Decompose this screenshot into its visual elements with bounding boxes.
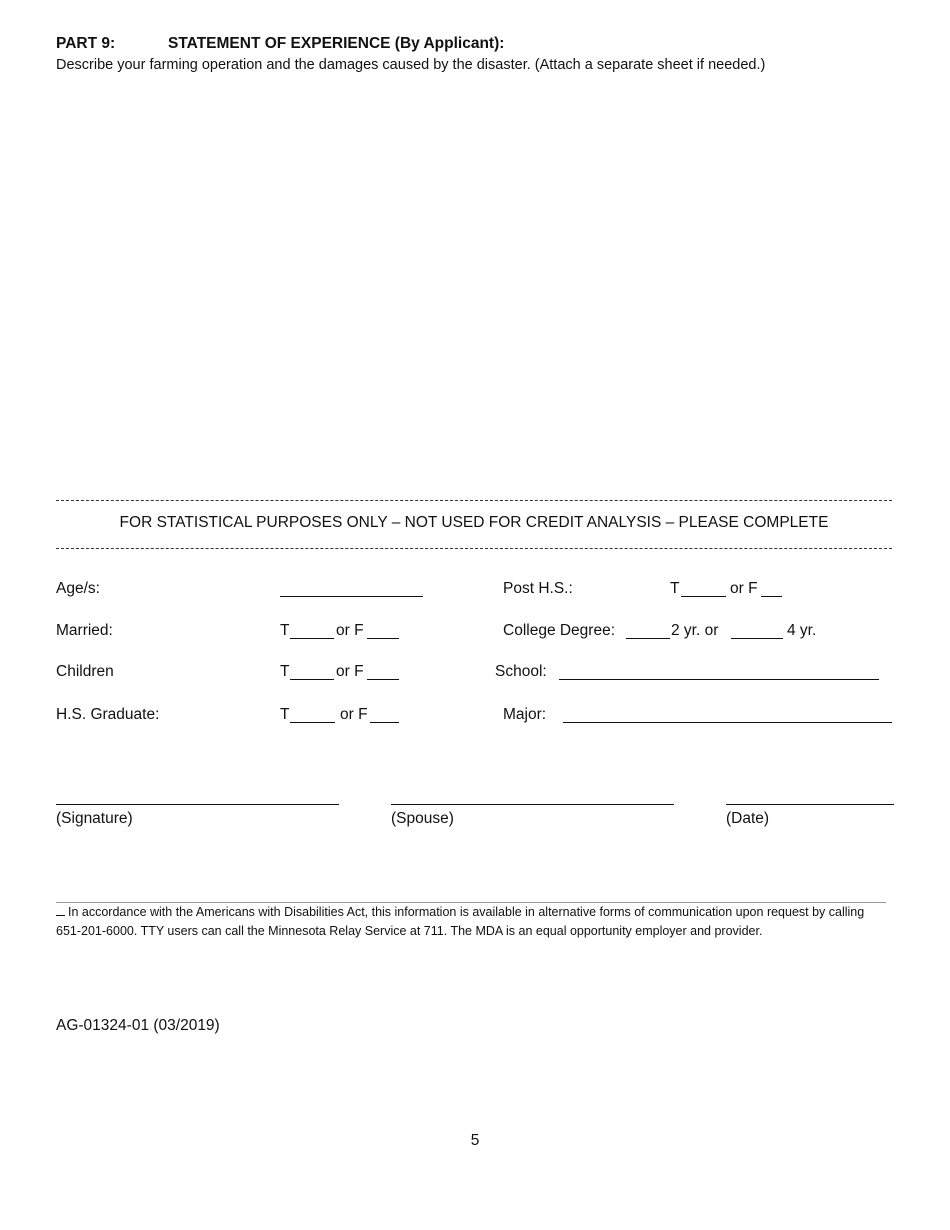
ada-notice	[56, 903, 892, 941]
date-label: (Date)	[726, 810, 770, 827]
signature-label: (Signature)	[56, 810, 133, 827]
hs-graduate-t-label: T	[280, 706, 290, 723]
married-false-field[interactable]	[367, 624, 399, 639]
children-f-label: or F	[336, 663, 364, 680]
two-year-field[interactable]	[626, 624, 670, 639]
children-false-field[interactable]	[367, 665, 399, 680]
ada-underscore	[56, 905, 65, 916]
children-t-label: T	[280, 663, 290, 680]
statement-writing-area[interactable]	[56, 82, 892, 492]
post-hs-false-field[interactable]	[761, 582, 782, 597]
school-field[interactable]	[559, 665, 879, 680]
part-heading	[56, 35, 504, 53]
page-number: 5	[470, 1132, 480, 1149]
four-year-field[interactable]	[731, 624, 783, 639]
post-hs-t-label: T	[670, 580, 680, 597]
post-hs-label: Post H.S.:	[503, 580, 573, 597]
form-number: AG-01324-01 (03/2019)	[56, 1017, 220, 1034]
hs-graduate-label: H.S. Graduate:	[56, 706, 160, 723]
school-label: School:	[495, 663, 547, 680]
married-label: Married:	[56, 622, 113, 639]
spouse-label: (Spouse)	[391, 810, 454, 827]
college-degree-label: College Degree:	[503, 622, 616, 639]
age-field[interactable]	[280, 582, 423, 597]
post-hs-true-field[interactable]	[681, 582, 726, 597]
post-hs-f-label: or F	[730, 580, 758, 597]
married-true-field[interactable]	[290, 624, 334, 639]
hs-graduate-false-field[interactable]	[370, 708, 399, 723]
married-f-label: or F	[336, 622, 364, 639]
divider-top	[56, 500, 892, 501]
part-description: Describe your farming operation and the damages caused by the disaster. (Attach a separate sheet if needed.)	[56, 57, 766, 73]
part-title: STATEMENT OF EXPERIENCE (By Applicant):	[168, 35, 505, 52]
spouse-signature-line[interactable]	[391, 804, 674, 805]
divider-bottom	[56, 548, 892, 549]
hs-graduate-true-field[interactable]	[290, 708, 335, 723]
signature-line[interactable]	[56, 804, 339, 805]
date-line[interactable]	[726, 804, 894, 805]
married-t-label: T	[280, 622, 290, 639]
children-true-field[interactable]	[290, 665, 334, 680]
children-label: Children	[56, 663, 114, 680]
part-number: PART 9:	[56, 35, 116, 52]
four-year-label: 4 yr.	[787, 622, 817, 639]
two-year-label: 2 yr. or	[671, 622, 719, 639]
statistics-banner: FOR STATISTICAL PURPOSES ONLY – NOT USED FOR CREDIT ANALYSIS – PLEASE COMPLETE	[119, 514, 829, 531]
major-label: Major:	[503, 706, 547, 723]
hs-graduate-f-label: or F	[340, 706, 368, 723]
major-field[interactable]	[563, 708, 892, 723]
ada-notice-text: In accordance with the Americans with Disabilities Act, this information is available in alternative forms of communication upon request by calling 651-201-6000. TTY users can call the Minnesota Relay Service at 711. The MDA is an equal opportunity employer and provider.	[56, 905, 865, 938]
age-label: Age/s:	[56, 580, 100, 597]
